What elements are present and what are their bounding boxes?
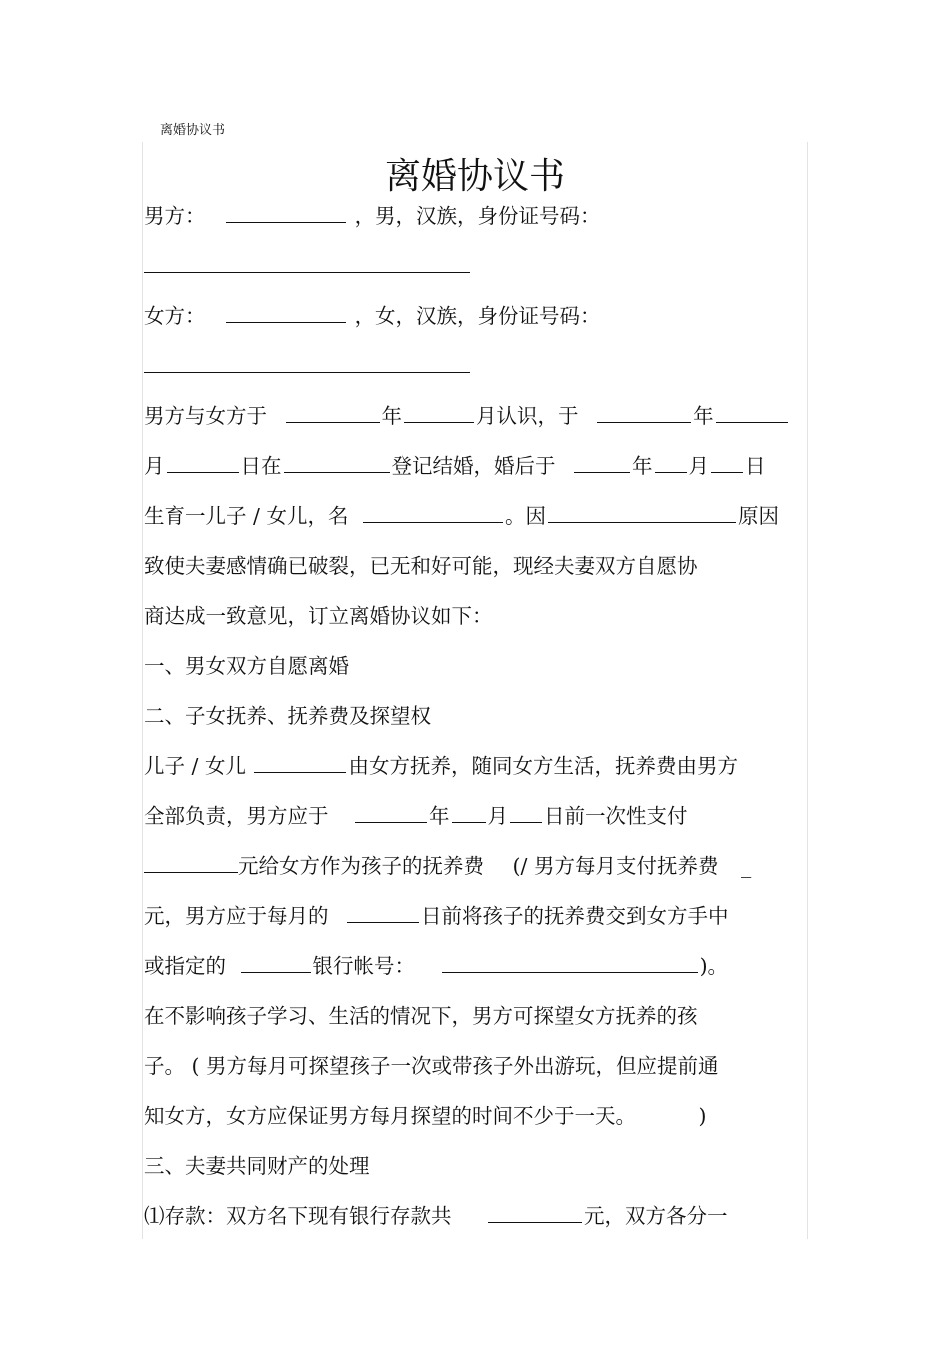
- running-header: 离婚协议书: [160, 123, 226, 138]
- p1-text: 月: [688, 454, 710, 478]
- p1-text: 月: [144, 454, 165, 478]
- bank-name-blank[interactable]: [241, 952, 311, 973]
- document-title: 离婚协议书: [384, 156, 565, 197]
- meet-year-blank[interactable]: [286, 402, 380, 423]
- husband-info-text: ，男，汉族，身份证号码：: [354, 204, 601, 228]
- wife-label: 女方：: [144, 304, 206, 328]
- custody-child-blank[interactable]: [254, 752, 346, 773]
- p1-text: 登记结婚，婚后于: [391, 454, 556, 478]
- p1-text: 原因: [737, 504, 779, 528]
- p1-text: 年: [693, 404, 714, 428]
- monthly-day-blank[interactable]: [347, 902, 419, 923]
- p2-text: 全部负责，男方应于: [144, 804, 329, 828]
- meet-month-blank[interactable]: [404, 402, 474, 423]
- p2-text: 年: [429, 804, 450, 828]
- marry-month-blank-a[interactable]: [716, 402, 788, 423]
- lump-sum-amount-blank[interactable]: [144, 852, 238, 873]
- p2-text: 由女方抚养，随同女方生活，抚养费由男方: [348, 754, 738, 778]
- p2-text: 日前一次性支付: [544, 804, 688, 828]
- p2-text: 银行帐号：: [312, 954, 416, 978]
- p2-text: 元，男方应于每月的: [144, 904, 329, 928]
- p2-line-2: [144, 802, 688, 830]
- p2-line-4: [144, 902, 729, 930]
- p1-text: 日在: [240, 454, 282, 478]
- p3-text: ): [698, 1104, 707, 1128]
- p1-text: 月认识，于: [476, 404, 579, 428]
- deposit-amount-blank[interactable]: [488, 1202, 582, 1223]
- wife-name-blank[interactable]: [226, 302, 346, 323]
- p4-line-1: [144, 1202, 728, 1230]
- section-2-heading: 二、子女抚养、抚养费及探望权: [144, 704, 431, 728]
- p1-line-1: [144, 402, 790, 430]
- marry-place-blank[interactable]: [284, 452, 390, 473]
- divorce-reason-blank[interactable]: [548, 502, 736, 523]
- husband-id-blank[interactable]: [144, 252, 470, 273]
- p1-text: 男方与女方于: [144, 404, 267, 428]
- marry-day-blank[interactable]: [167, 452, 239, 473]
- pay-year-blank[interactable]: [355, 802, 427, 823]
- p3-line-2: 子。 ( 男方每月可探望孩子一次或带孩子外出游玩，但应提前通: [144, 1054, 719, 1078]
- p2-text: 月: [487, 804, 509, 828]
- p2-line-1: [144, 752, 738, 780]
- p1-text: 年: [381, 404, 403, 428]
- section-3-heading: 三、夫妻共同财产的处理: [144, 1154, 370, 1178]
- p3-line-3: [144, 1102, 707, 1130]
- section-1-heading: 一、男女双方自愿离婚: [144, 654, 349, 678]
- p1-text: 。因: [504, 504, 546, 528]
- pay-month-blank[interactable]: [452, 802, 486, 823]
- bank-account-blank[interactable]: [442, 952, 698, 973]
- wife-line: [144, 302, 601, 330]
- wife-id-blank[interactable]: [144, 352, 470, 373]
- p1-text: 日: [745, 454, 766, 478]
- p2-text: 日前将孩子的抚养费交到女方手中: [421, 904, 729, 928]
- p4-text: 元，双方各分一: [584, 1204, 728, 1228]
- p2-text: (/ 男方每月支付抚养费: [512, 854, 719, 878]
- p4-text: ⑴存款：双方名下现有银行存款共: [144, 1204, 452, 1228]
- husband-name-blank[interactable]: [226, 202, 346, 223]
- birth-month-blank[interactable]: [655, 452, 687, 473]
- wife-info-text: ，女，汉族，身份证号码：: [354, 304, 601, 328]
- p1-text: 生育一儿子 / 女儿，名: [144, 504, 349, 528]
- p2-text: 元给女方作为孩子的抚养费: [238, 854, 484, 878]
- p2-text: )。: [699, 954, 729, 978]
- birth-year-blank[interactable]: [574, 452, 630, 473]
- pay-day-blank[interactable]: [510, 802, 542, 823]
- p2-line-3: [144, 852, 751, 880]
- husband-line: [144, 202, 601, 230]
- p1-line-5: 商达成一致意见，订立离婚协议如下：: [144, 604, 493, 628]
- p1-line-3: [144, 502, 779, 530]
- p1-text: 年: [632, 454, 653, 478]
- p2-text: 或指定的: [144, 954, 226, 978]
- p3-line-1: 在不影响孩子学习、生活的情况下，男方可探望女方抚养的孩: [144, 1004, 698, 1028]
- wife-id-line: [144, 352, 470, 380]
- husband-id-line: [144, 252, 470, 280]
- child-name-blank[interactable]: [363, 502, 503, 523]
- p1-line-2: [144, 452, 766, 480]
- p1-line-4: 致使夫妻感情确已破裂，已无和好可能，现经夫妻双方自愿协: [144, 554, 698, 578]
- husband-label: 男方：: [144, 204, 206, 228]
- p3-text: 知女方，女方应保证男方每月探望的时间不少于一天。: [144, 1104, 636, 1128]
- p2-text: 儿子 / 女儿: [144, 754, 246, 778]
- birth-day-blank[interactable]: [711, 452, 743, 473]
- p2-line-5: [144, 952, 728, 980]
- monthly-amount-blank[interactable]: _: [740, 854, 752, 878]
- marry-year-blank[interactable]: [597, 402, 691, 423]
